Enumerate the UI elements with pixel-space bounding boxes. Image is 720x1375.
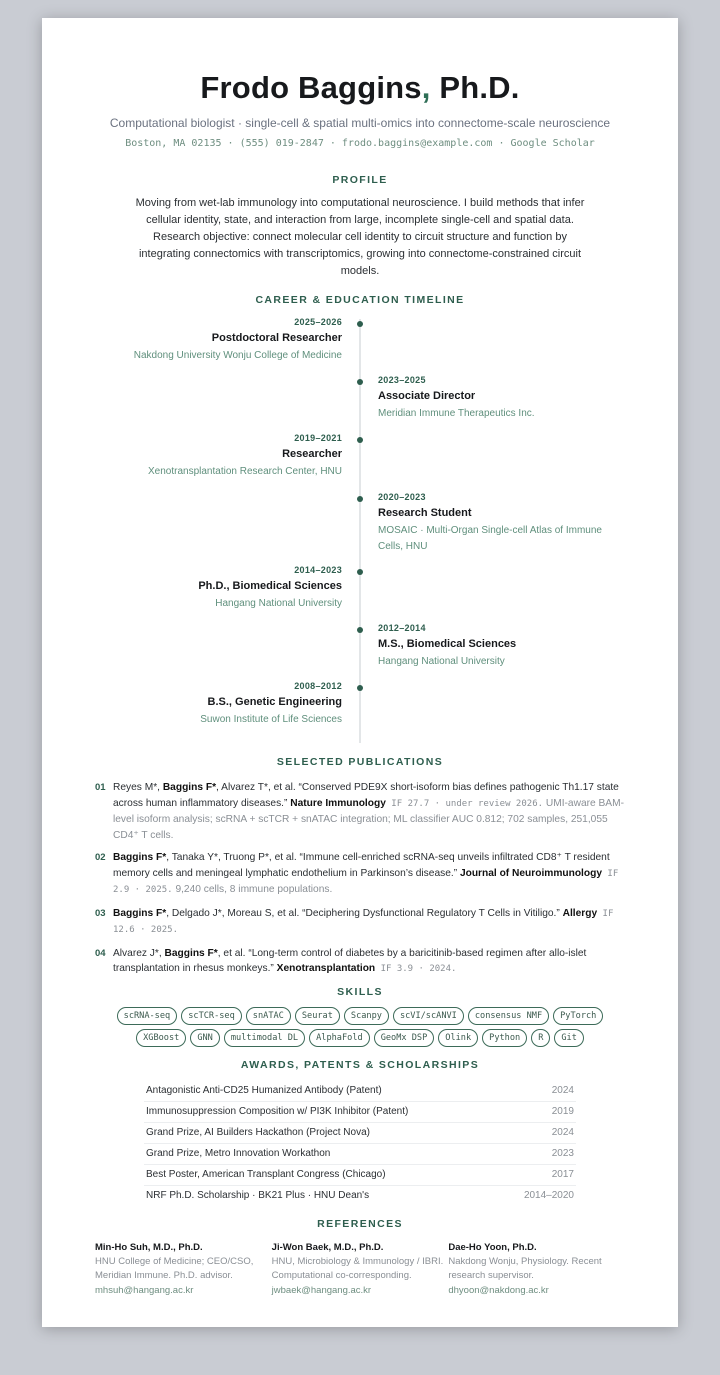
award-row	[144, 1123, 576, 1144]
timeline-org: MOSAIC · Multi-Organ Single-cell Atlas of Immune Cells, HNU	[378, 525, 602, 552]
publication-item	[95, 906, 625, 939]
skill-chip: scVI/scANVI	[393, 1007, 464, 1025]
award-year: 2024	[551, 1084, 574, 1096]
reference-item	[95, 1242, 272, 1299]
publication-number: 02	[95, 852, 106, 863]
award-name: Grand Prize, Metro Innovation Workathon	[146, 1147, 331, 1159]
timeline-org: Nakdong University Wonju College of Medicine	[133, 350, 342, 361]
timeline-title: Research Student	[378, 507, 472, 519]
pub-self-author: Baggins F*	[113, 907, 167, 919]
award-row	[144, 1144, 576, 1165]
pub-meta: IF 27.7 · under review 2026.	[385, 798, 544, 809]
resume-header	[42, 18, 678, 149]
timeline-dot	[357, 321, 363, 327]
pub-self-author: Baggins F*	[164, 947, 218, 959]
skill-chip: Git	[554, 1029, 584, 1047]
reference-email[interactable]: dhyoon@nakdong.ac.kr	[448, 1284, 549, 1296]
skill-chip: XGBoost	[136, 1029, 186, 1047]
awards-heading: AWARDS, PATENTS & SCHOLARSHIPS	[240, 1058, 480, 1071]
pub-journal: Allergy	[562, 907, 598, 919]
pub-authors-pre: Reyes M*,	[113, 782, 163, 793]
pub-self-author: Baggins F*	[113, 852, 167, 863]
skill-chip: consensus NMF	[468, 1007, 549, 1025]
profile-text: Moving from wet-lab immunology into computational neuroscience. I build methods that infer cellular identity, state, and interaction from large, incomplete single-cell and spatial data. Research objective: connect molecular cell identity to circuit structure and function by integrating connectomics with transcriptomics, growing into connectome-constrained circuit models.	[135, 197, 585, 277]
resume-page	[42, 18, 678, 1327]
reference-name: Dae-Ho Yoon, Ph.D.	[448, 1241, 537, 1253]
timeline-item	[134, 317, 342, 364]
skill-chip: Olink	[438, 1029, 478, 1047]
timeline-org: Suwon Institute of Life Sciences	[200, 714, 342, 725]
publication-item	[95, 850, 625, 899]
award-name: Immunosuppression Composition w/ PI3K Inhibitor (Patent)	[146, 1105, 409, 1117]
award-name: NRF Ph.D. Scholarship · BK21 Plus · HNU Dean's	[146, 1189, 370, 1201]
reference-description: HNU College of Medicine; CEO/CSO, Meridian Immune. Ph.D. advisor.	[95, 1255, 254, 1281]
pub-note: 9,240 cells, 8 immune populations.	[172, 884, 333, 895]
timeline-years: 2019–2021	[294, 433, 342, 443]
timeline-dot	[357, 379, 363, 385]
skill-chip: snATAC	[246, 1007, 291, 1025]
skill-chip: Seurat	[295, 1007, 340, 1025]
timeline-dot	[357, 569, 363, 575]
skill-chip: GeoMx DSP	[374, 1029, 435, 1047]
publication-citation	[113, 780, 625, 843]
candidate-name	[42, 68, 678, 108]
skills-heading: SKILLS	[337, 985, 383, 998]
pub-title: , et al. “Long-term control of diabetes by a baricitinib-based regimen after allo-islet transplantation in rhesus monkeys.”	[113, 947, 587, 974]
timeline-dot	[357, 685, 363, 691]
publication-citation	[113, 906, 625, 939]
award-year: 2023	[551, 1147, 574, 1159]
timeline-dot	[357, 627, 363, 633]
award-name: Antagonistic Anti-CD25 Humanized Antibody (Patent)	[146, 1084, 382, 1096]
name-text: Frodo Baggins	[200, 70, 422, 105]
timeline-years: 2008–2012	[294, 681, 342, 691]
award-year: 2019	[551, 1105, 574, 1117]
publication-citation	[113, 850, 625, 899]
pub-meta: IF 12.6 · 2025.	[113, 908, 614, 935]
skill-chips	[110, 1007, 610, 1047]
reference-email[interactable]: jwbaek@hangang.ac.kr	[271, 1284, 372, 1296]
timeline-title: Ph.D., Biomedical Sciences	[198, 580, 342, 592]
pub-title: , Delgado J*, Moreau S, et al. “Deciphering Dysfunctional Regulatory T Cells in Vitiligo.”	[166, 907, 563, 919]
timeline-org: Hangang National University	[215, 598, 342, 609]
timeline-years: 2020–2023	[378, 492, 426, 502]
pub-journal: Nature Immunology	[290, 797, 386, 809]
timeline-org: Xenotransplantation Research Center, HNU	[148, 466, 342, 477]
publication-citation	[113, 946, 625, 978]
publication-number: 01	[95, 782, 106, 793]
award-row	[144, 1186, 576, 1206]
timeline	[42, 317, 678, 742]
publication-item	[95, 946, 625, 978]
timeline-years: 2014–2023	[294, 565, 342, 575]
pub-authors-pre: Alvarez J*,	[113, 947, 165, 959]
timeline-item	[198, 565, 342, 612]
award-name: Best Poster, American Transplant Congress (Chicago)	[146, 1168, 386, 1180]
publication-item	[95, 780, 625, 843]
pub-title: , Tanaka Y*, Truong P*, et al. “Immune cell-enriched scRNA-seq unveils infiltrated CD8⁺ T resident memory cells and meningeal lymphatic endothelium in Parkinson’s disease.”	[113, 852, 610, 879]
timeline-title: B.S., Genetic Engineering	[207, 696, 342, 708]
reference-item	[448, 1242, 625, 1299]
references-heading: REFERENCES	[317, 1217, 403, 1230]
skill-chip: scRNA-seq	[117, 1007, 178, 1025]
name-degree: Ph.D.	[430, 70, 520, 105]
reference-item	[272, 1242, 449, 1299]
name-comma: ,	[421, 70, 431, 105]
skill-chip: GNN	[190, 1029, 220, 1047]
awards-list	[144, 1081, 576, 1206]
skill-chip: Python	[482, 1029, 527, 1047]
reference-list	[95, 1242, 625, 1299]
publications-heading: SELECTED PUBLICATIONS	[276, 756, 444, 768]
timeline-item	[378, 375, 618, 422]
pub-journal: Xenotransplantation	[276, 963, 376, 974]
award-year: 2024	[551, 1126, 574, 1138]
pub-meta: IF 3.9 · 2024.	[375, 964, 457, 974]
reference-email[interactable]: mhsuh@hangang.ac.kr	[95, 1284, 194, 1296]
pub-journal: Journal of Neuroimmunology	[459, 867, 603, 879]
pub-meta: IF 2.9 · 2025.	[113, 868, 619, 895]
tagline: Computational biologist · single-cell & spatial multi-omics into connectome-scale neuroscience	[109, 116, 611, 130]
skill-chip: Scanpy	[344, 1007, 389, 1025]
timeline-item	[148, 433, 342, 480]
skill-chip: PyTorch	[553, 1007, 603, 1025]
reference-description: HNU, Microbiology & Immunology / IBRI. Computational co-corresponding.	[271, 1255, 444, 1281]
timeline-dot	[357, 437, 363, 443]
timeline-title: M.S., Biomedical Sciences	[378, 638, 517, 650]
award-row	[144, 1102, 576, 1123]
publication-number: 04	[95, 947, 106, 959]
timeline-item	[378, 492, 610, 555]
timeline-org: Hangang National University	[378, 656, 505, 667]
timeline-item	[200, 681, 342, 728]
timeline-years: 2025–2026	[294, 317, 342, 327]
profile-heading: PROFILE	[332, 174, 388, 186]
award-name: Grand Prize, AI Builders Hackathon (Project Nova)	[146, 1126, 370, 1138]
timeline-org: Meridian Immune Therapeutics Inc.	[378, 408, 535, 419]
skill-chip: scTCR-seq	[181, 1007, 242, 1025]
timeline-title: Associate Director	[378, 390, 476, 402]
timeline-years: 2012–2014	[378, 623, 426, 633]
contact-line: Boston, MA 02135 · (555) 019-2847 · frodo.baggins@example.com · Google Scholar	[125, 138, 595, 149]
timeline-years: 2023–2025	[378, 375, 426, 385]
pub-note: UMI-aware BAM-level isoform analysis; scRNA + scTCR + snATAC integration; ML classifier AUC 0.812; 702 samples, 251,055 CD4⁺ T cells.	[113, 797, 624, 841]
reference-description: Nakdong Wonju, Physiology. Recent research supervisor.	[448, 1255, 602, 1281]
award-year: 2014–2020	[523, 1189, 574, 1201]
timeline-title: Postdoctoral Researcher	[211, 332, 342, 344]
reference-name: Min-Ho Suh, M.D., Ph.D.	[95, 1241, 203, 1253]
timeline-item	[378, 623, 618, 670]
award-year: 2017	[551, 1168, 574, 1180]
award-row	[144, 1081, 576, 1102]
publication-list	[95, 780, 625, 978]
skill-chip: AlphaFold	[309, 1029, 370, 1047]
publication-number: 03	[95, 907, 106, 919]
timeline-title: Researcher	[282, 448, 342, 460]
skill-chip: multimodal DL	[224, 1029, 305, 1047]
timeline-heading: CAREER & EDUCATION TIMELINE	[255, 294, 465, 306]
reference-name: Ji-Won Baek, M.D., Ph.D.	[271, 1241, 384, 1253]
pub-self-author: Baggins F*	[162, 782, 217, 793]
timeline-dot	[357, 496, 363, 502]
pub-title: , Alvarez T*, et al. “Conserved PDE9X short-isoform bias defines pathogenic Th1.17 state across human inflammatory diseases.”	[113, 782, 619, 809]
skill-chip: R	[531, 1029, 550, 1047]
award-row	[144, 1165, 576, 1186]
